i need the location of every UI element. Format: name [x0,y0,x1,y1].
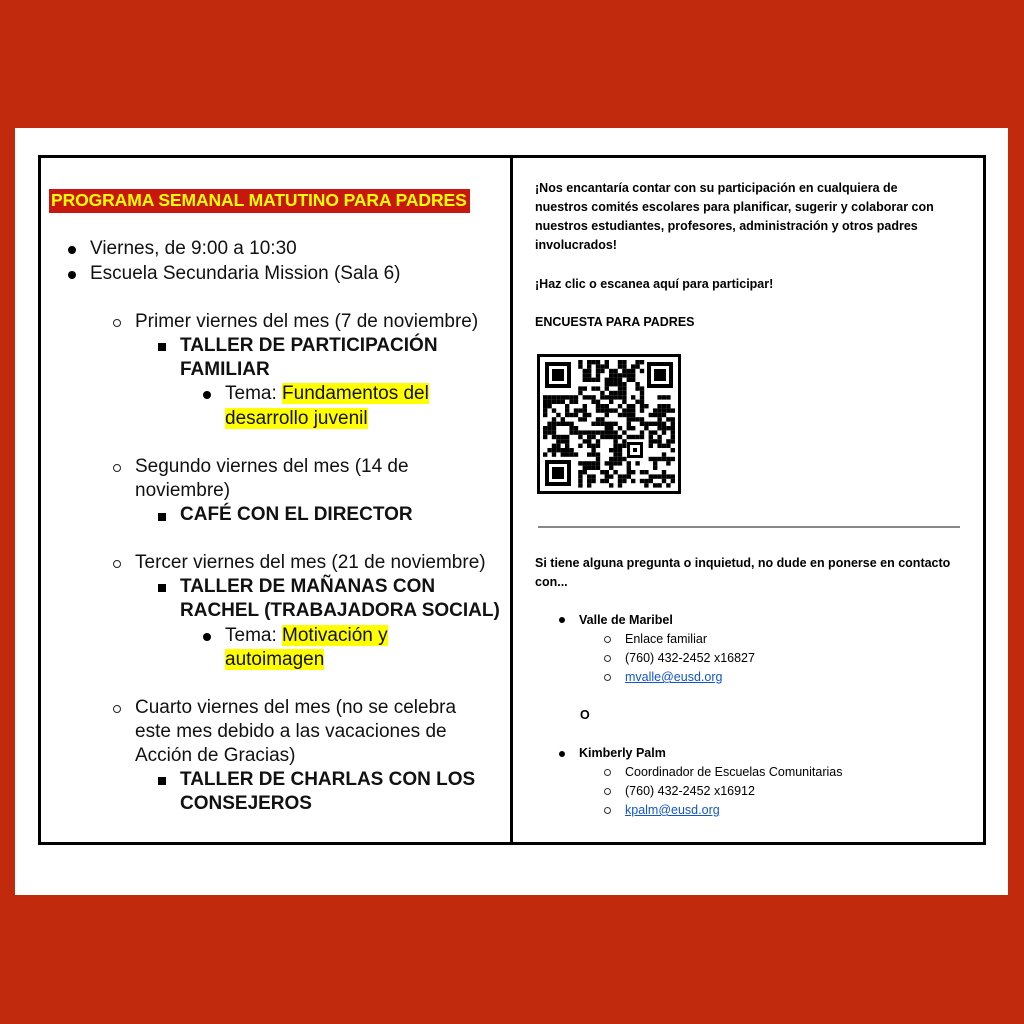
contact-1-phone: (760) 432-2452 x16827 [625,651,755,665]
week-4-event-line2: CONSEJEROS [180,793,312,814]
contact-2-role: Coordinador de Escuelas Comunitarias [625,765,843,779]
bullet-circle-icon [604,674,611,681]
intro-line1: ¡Nos encantaría contar con su participación en cualquiera de [535,181,898,195]
survey-title: ENCUESTA PARA PADRES [535,315,695,329]
week-3-topic-line1: Motivación y [282,625,388,646]
bullet-circle-icon [113,319,121,327]
bullet-square-icon [158,513,166,521]
contact-2-phone: (760) 432-2452 x16912 [625,784,755,798]
schedule-location: Escuela Secundaria Mission (Sala 6) [90,263,401,284]
left-column [40,158,510,842]
contact-1-name: Valle de Maribel [579,613,673,627]
week-1-event-line2: FAMILIAR [180,359,270,380]
bullet-square-icon [158,343,166,351]
week-4-label-line2: este mes debido a las vacaciones de [135,721,447,742]
bullet-square-icon [158,777,166,785]
bullet-dot-icon [559,617,565,623]
week-1-label: Primer viernes del mes (7 de noviembre) [135,311,479,332]
bullet-circle-icon [113,464,121,472]
week-2-label-line2: noviembre) [135,480,231,501]
column-divider [510,155,513,845]
bullet-dot-icon [68,246,76,254]
week-1-event-line1: TALLER DE PARTICIPACIÓN [180,335,438,356]
bullet-circle-icon [604,807,611,814]
week-1-topic-cont [225,407,368,431]
bullet-dot-icon [203,633,211,641]
contact-1-role: Enlace familiar [625,632,707,646]
bullet-dot-icon [68,271,76,279]
week-3-topic-cont [225,648,324,672]
intro-line4: involucrados! [535,238,617,252]
intro-line2: nuestros comités escolares para planificar, sugerir y colaborar con [535,200,934,214]
bullet-square-icon [158,584,166,592]
week-2-event: CAFÉ CON EL DIRECTOR [180,504,413,525]
survey-qr-code[interactable] [537,354,681,494]
contact-2-email-link[interactable]: kpalm@eusd.org [625,803,720,817]
bullet-dot-icon [559,751,565,757]
week-3-topic-line2: autoimagen [225,649,325,670]
week-1-topic [225,382,429,406]
question-line2: con... [535,575,568,589]
week-4-label-line1: Cuarto viernes del mes (no se celebra [135,697,457,718]
week-1-topic-line2: desarrollo juvenil [225,408,368,429]
topic-prefix: Tema: [225,383,283,404]
contact-2-name: Kimberly Palm [579,746,666,760]
week-1-topic-line1: Fundamentos del [282,383,429,404]
bullet-circle-icon [604,655,611,662]
week-3-event-line2: RACHEL (TRABAJADORA SOCIAL) [180,600,500,621]
week-2-label-line1: Segundo viernes del mes (14 de [135,456,409,477]
call-to-action[interactable]: ¡Haz clic o escanea aquí para participar! [535,277,774,291]
section-divider [538,526,960,528]
question-line1: Si tiene alguna pregunta o inquietud, no dude en ponerse en contacto [535,556,951,570]
bullet-dot-icon [203,391,211,399]
topic-prefix: Tema: [225,625,283,646]
or-separator: O [580,708,590,722]
week-3-label: Tercer viernes del mes (21 de noviembre) [135,552,486,573]
contact-1-email-link[interactable]: mvalle@eusd.org [625,670,723,684]
bullet-circle-icon [113,705,121,713]
bullet-circle-icon [604,769,611,776]
schedule-time: Viernes, de 9:00 a 10:30 [90,238,297,259]
bullet-circle-icon [604,636,611,643]
week-4-label-line3: Acción de Gracias) [135,745,296,766]
week-3-topic [225,624,388,648]
week-4-event-line1: TALLER DE CHARLAS CON LOS [180,769,476,790]
week-3-event-line1: TALLER DE MAÑANAS CON [180,576,436,597]
bullet-circle-icon [113,560,121,568]
program-title: PROGRAMA SEMANAL MATUTINO PARA PADRES [49,189,470,213]
intro-line3: nuestros estudiantes, profesores, administración y otros padres [535,219,918,233]
bullet-circle-icon [604,788,611,795]
